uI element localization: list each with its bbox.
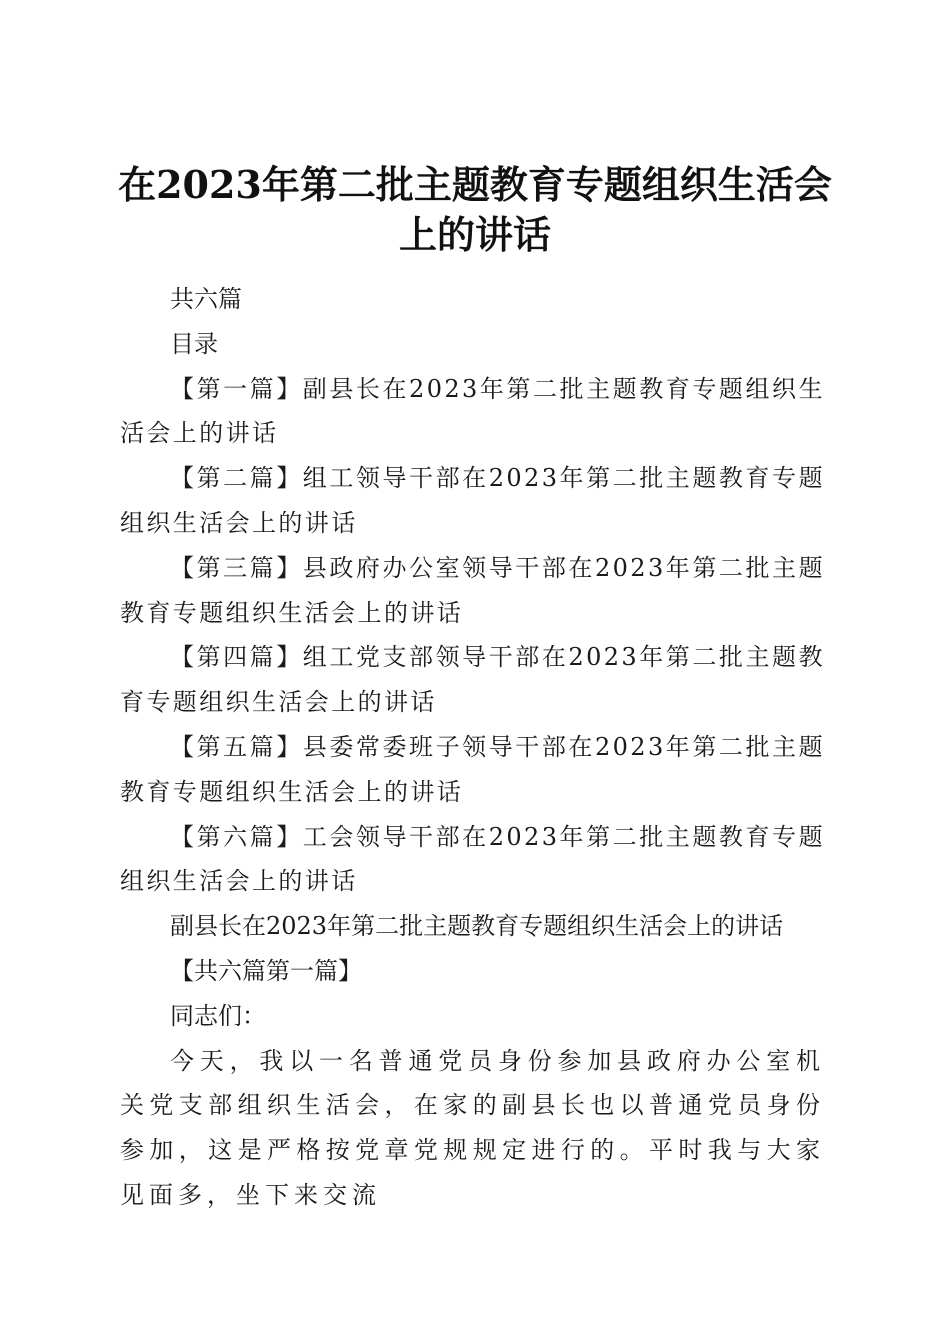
toc-entry-5: 【第五篇】县委常委班子领导干部在2023年第二批主题教育专题组织生活会上的讲话 [120,732,825,806]
salutation: 同志们： [170,1001,266,1030]
toc-entry-1: 【第一篇】副县长在2023年第二批主题教育专题组织生活会上的讲话 [120,374,825,448]
toc-entry-3: 【第三篇】县政府办公室领导干部在2023年第二批主题教育专题组织生活会上的讲话 [120,553,825,627]
body-paragraph: 今天，我以一名普通党员身份参加县政府办公室机关党支部组织生活会，在家的副县长也以普通党员身份参加，这是严格按党章党规规定进行的。平时我与大家见面多，坐下来交流 [120,1046,825,1209]
document-title: 在2023年第二批主题教育专题组织生活会上的讲话 [118,162,832,258]
toc-entry-6: 【第六篇】工会领导干部在2023年第二批主题教育专题组织生活会上的讲话 [120,822,825,896]
article-count: 共六篇 [170,285,242,313]
document-body [120,277,825,1218]
section-heading: 副县长在2023年第二批主题教育专题组织生活会上的讲话 [170,912,784,941]
section-marker: 【共六篇第一篇】 [170,956,362,985]
toc-entry-2: 【第二篇】组工领导干部在2023年第二批主题教育专题组织生活会上的讲话 [120,464,825,537]
toc-entry-4: 【第四篇】组工党支部领导干部在2023年第二批主题教育专题组织生活会上的讲话 [120,643,825,717]
toc-label: 目录 [170,329,218,358]
